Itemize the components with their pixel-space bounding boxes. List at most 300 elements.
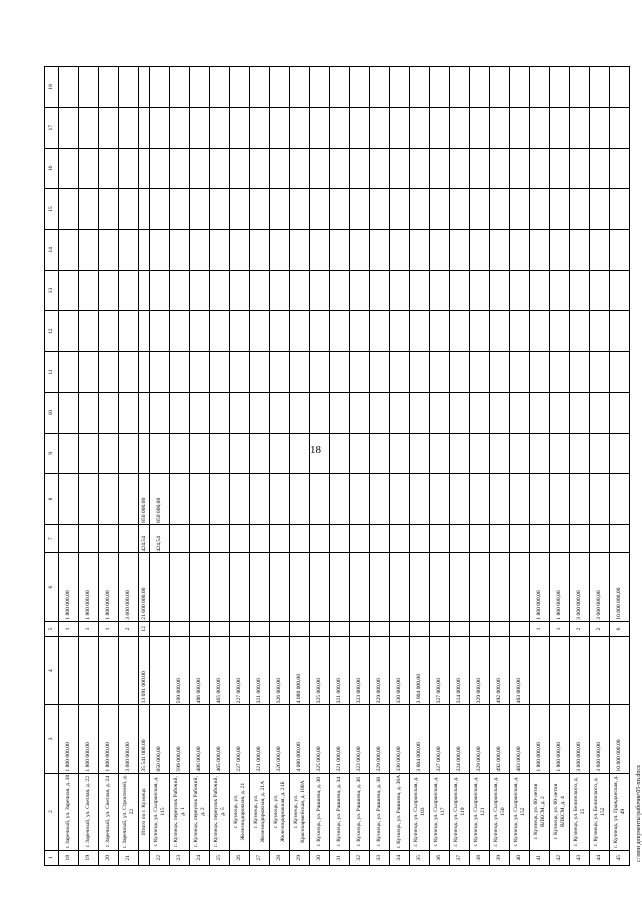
value-cell (610, 392, 630, 433)
value-cell: 2 (590, 621, 610, 636)
column-number-16: 16 (45, 148, 59, 189)
table-row (570, 67, 590, 866)
column-number-8: 8 (45, 474, 59, 525)
value-cell (99, 270, 119, 311)
value-cell (250, 433, 270, 474)
value-cell (550, 433, 570, 474)
value-cell (230, 474, 250, 525)
value-cell (610, 148, 630, 189)
value-cell (570, 524, 590, 553)
value-cell (610, 637, 630, 705)
value-cell (210, 270, 230, 311)
address-cell: г. Кузнецк, переулок Рабочий, д. 1 (170, 773, 190, 850)
value-cell (470, 392, 490, 433)
value-cell (570, 352, 590, 393)
value-cell (210, 352, 230, 393)
column-number-17: 17 (45, 107, 59, 148)
value-cell (190, 474, 210, 525)
value-cell: 3 600 000,00 (570, 553, 590, 621)
value-cell (510, 189, 530, 230)
value-cell (490, 524, 510, 553)
value-cell (99, 433, 119, 474)
table-row (530, 67, 550, 866)
value-cell (350, 148, 370, 189)
row-number: 20 (99, 850, 119, 865)
value-cell (230, 107, 250, 148)
value-cell (430, 474, 450, 525)
value-cell (570, 148, 590, 189)
address-cell: г. Кузнецк, ул. Рашиева, д. 36 (350, 773, 370, 850)
value-cell (190, 311, 210, 352)
value-cell (470, 107, 490, 148)
value-cell (470, 553, 490, 621)
value-cell (470, 524, 490, 553)
value-cell: 330 000,00 (390, 705, 410, 773)
value-cell: 321 000,00 (330, 637, 350, 705)
value-cell (270, 107, 290, 148)
value-cell (270, 433, 290, 474)
value-cell (510, 553, 530, 621)
value-cell (550, 229, 570, 270)
value-cell (570, 392, 590, 433)
row-number: 37 (450, 850, 470, 865)
value-cell (270, 311, 290, 352)
value-cell (99, 189, 119, 230)
column-number-1: 1 (45, 850, 59, 865)
value-cell (550, 270, 570, 311)
address-cell: г. Кузнецк, ул. Сызранская, д. 121 (470, 773, 490, 850)
value-cell (350, 352, 370, 393)
value-cell (570, 270, 590, 311)
value-cell (530, 107, 550, 148)
value-cell (550, 189, 570, 230)
value-cell (390, 148, 410, 189)
row-number: 30 (310, 850, 330, 865)
value-cell (550, 524, 570, 553)
value-cell (470, 148, 490, 189)
value-cell (510, 352, 530, 393)
value-cell (139, 392, 150, 433)
value-cell: 3 600 000,00 (590, 553, 610, 621)
value-cell (530, 311, 550, 352)
value-cell (170, 67, 190, 108)
row-number: 26 (230, 850, 250, 865)
value-cell (210, 107, 230, 148)
value-cell (190, 524, 210, 553)
address-cell: г. Кузнецк, переулок Рабочий, д. 5 (210, 773, 230, 850)
value-cell (59, 392, 79, 433)
value-cell: 329 000,00 (370, 637, 390, 705)
column-number-18: 18 (45, 67, 59, 108)
row-number: 33 (370, 850, 390, 865)
value-cell (350, 270, 370, 311)
value-cell (450, 107, 470, 148)
value-cell (510, 67, 530, 108)
value-cell (59, 189, 79, 230)
value-cell (550, 148, 570, 189)
value-cell (210, 621, 230, 636)
table-row (430, 67, 450, 866)
table-row (270, 67, 290, 866)
value-cell (210, 148, 230, 189)
value-cell (330, 524, 350, 553)
address-cell: г. Кузнецк, ул. 60-летия ВЛКСМ, д. 2 (530, 773, 550, 850)
value-cell: 321 000,00 (250, 705, 270, 773)
value-cell (450, 67, 470, 108)
table-row (290, 67, 310, 866)
value-cell (450, 474, 470, 525)
value-cell (190, 148, 210, 189)
value-cell (370, 433, 390, 474)
value-cell (490, 229, 510, 270)
value-cell (59, 474, 79, 525)
address-cell: г. Кузнецк, ул. 60-летия ВЛКСМ, д. 4 (550, 773, 570, 850)
table-row (330, 67, 350, 866)
value-cell: 1 (550, 621, 570, 636)
value-cell (330, 107, 350, 148)
value-cell (530, 474, 550, 525)
value-cell (150, 107, 170, 148)
value-cell (390, 229, 410, 270)
value-cell: 324 000,00 (450, 705, 470, 773)
value-cell (79, 67, 99, 108)
value-cell (490, 433, 510, 474)
value-cell (119, 352, 139, 393)
value-cell (310, 474, 330, 525)
value-cell (590, 524, 610, 553)
row-number (139, 850, 150, 865)
value-cell (79, 474, 99, 525)
value-cell: 850 000,00 (150, 705, 170, 773)
value-cell: 325 000,00 (310, 637, 330, 705)
value-cell (59, 311, 79, 352)
value-cell (59, 352, 79, 393)
value-cell (230, 270, 250, 311)
value-cell: 1 800 000,00 (550, 553, 570, 621)
value-cell (250, 524, 270, 553)
value-cell (390, 524, 410, 553)
value-cell (510, 229, 530, 270)
value-cell (470, 311, 490, 352)
value-cell (390, 311, 410, 352)
value-cell (190, 433, 210, 474)
row-number: 45 (610, 850, 630, 865)
value-cell (530, 524, 550, 553)
value-cell (530, 189, 550, 230)
value-cell: 492 000,00 (490, 705, 510, 773)
value-cell: 4 080 000,00 (290, 705, 310, 773)
address-cell: г. Заречный, ул. Светлая, д. 22 (79, 773, 99, 850)
value-cell: 323 000,00 (350, 637, 370, 705)
value-cell (570, 229, 590, 270)
row-number: 19 (79, 850, 99, 865)
value-cell (310, 189, 330, 230)
value-cell (290, 189, 310, 230)
table-row (230, 67, 250, 866)
value-cell (119, 392, 139, 433)
value-cell (139, 107, 150, 148)
value-cell (510, 524, 530, 553)
value-cell (230, 433, 250, 474)
value-cell (330, 270, 350, 311)
value-cell (290, 433, 310, 474)
value-cell (590, 67, 610, 108)
value-cell (470, 189, 490, 230)
value-cell (590, 311, 610, 352)
value-cell (390, 621, 410, 636)
value-cell (310, 392, 330, 433)
value-cell (170, 553, 190, 621)
value-cell (210, 433, 230, 474)
value-cell (530, 229, 550, 270)
table-row (490, 67, 510, 866)
value-cell (99, 352, 119, 393)
value-cell (330, 392, 350, 433)
value-cell (430, 107, 450, 148)
value-cell (210, 392, 230, 433)
value-cell (370, 229, 390, 270)
value-cell (530, 67, 550, 108)
value-cell (370, 392, 390, 433)
value-cell (330, 553, 350, 621)
value-cell (290, 67, 310, 108)
value-cell (139, 229, 150, 270)
value-cell (430, 553, 450, 621)
value-cell: 1 800 000,00 (79, 553, 99, 621)
value-cell (79, 524, 99, 553)
value-cell (250, 352, 270, 393)
value-cell (410, 311, 430, 352)
value-cell: 2 (570, 621, 590, 636)
value-cell (430, 621, 450, 636)
value-cell (330, 148, 350, 189)
value-cell (59, 270, 79, 311)
table-row (190, 67, 210, 866)
value-cell (290, 474, 310, 525)
value-cell (490, 270, 510, 311)
value-cell (310, 148, 330, 189)
value-cell (550, 637, 570, 705)
value-cell (79, 189, 99, 230)
value-cell (410, 67, 430, 108)
value-cell: 329 000,00 (470, 637, 490, 705)
value-cell (470, 474, 490, 525)
value-cell (430, 352, 450, 393)
value-cell (610, 107, 630, 148)
value-cell (190, 189, 210, 230)
value-cell: 3 600 000,00 (590, 705, 610, 773)
value-cell (590, 229, 610, 270)
value-cell (170, 621, 190, 636)
value-cell (270, 621, 290, 636)
value-cell: 1 800 000,00 (99, 705, 119, 773)
value-cell (590, 270, 610, 311)
value-cell (250, 189, 270, 230)
value-cell (250, 553, 270, 621)
value-cell (250, 392, 270, 433)
value-cell: 1 800 000,00 (530, 553, 550, 621)
column-number-6: 6 (45, 553, 59, 621)
value-cell (250, 311, 270, 352)
address-cell: г. Кузнецк, ул. Гражданская, д. 49 (610, 773, 630, 850)
value-cell (150, 637, 170, 705)
row-number: 44 (590, 850, 610, 865)
value-cell (450, 621, 470, 636)
value-cell (450, 189, 470, 230)
page-number: 18 (310, 444, 321, 456)
value-cell (490, 352, 510, 393)
value-cell (430, 524, 450, 553)
value-cell (490, 67, 510, 108)
value-cell (290, 148, 310, 189)
value-cell (190, 553, 210, 621)
value-cell (190, 107, 210, 148)
value-cell (119, 433, 139, 474)
value-cell (350, 392, 370, 433)
value-cell: 1 800 000,00 (79, 705, 99, 773)
address-cell: г. Кузнецк, ул. Сызранская, д. 119 (450, 773, 470, 850)
value-cell (390, 474, 410, 525)
value-cell (270, 553, 290, 621)
value-cell (270, 392, 290, 433)
value-cell (550, 107, 570, 148)
value-cell (170, 474, 190, 525)
value-cell (570, 474, 590, 525)
address-cell: г. Кузнецк, ул. Красноармейская, д. 108А (290, 773, 310, 850)
value-cell: 3 600 000,00 (570, 705, 590, 773)
value-cell (610, 474, 630, 525)
value-cell (470, 352, 490, 393)
address-cell: г. Заречный, ул. Строителей, д. 22 (119, 773, 139, 850)
value-cell (410, 189, 430, 230)
value-cell (410, 621, 430, 636)
value-cell (350, 311, 370, 352)
value-cell: 324 000,00 (450, 637, 470, 705)
value-cell: 1 800 000,00 (59, 705, 79, 773)
value-cell (490, 621, 510, 636)
value-cell: 486 000,00 (190, 705, 210, 773)
row-number: 35 (410, 850, 430, 865)
value-cell (530, 637, 550, 705)
value-cell (550, 311, 570, 352)
value-cell: 326 000,00 (270, 705, 290, 773)
value-cell (230, 311, 250, 352)
value-cell (590, 352, 610, 393)
value-cell (150, 229, 170, 270)
value-cell (99, 229, 119, 270)
value-cell (170, 392, 190, 433)
row-number: 43 (570, 850, 590, 865)
value-cell (530, 148, 550, 189)
row-number: 24 (190, 850, 210, 865)
value-cell (119, 524, 139, 553)
value-cell (490, 189, 510, 230)
value-cell (170, 229, 190, 270)
row-number: 27 (250, 850, 270, 865)
table-row (310, 67, 330, 866)
value-cell: 21 600 000,00 (139, 553, 150, 621)
value-cell (139, 311, 150, 352)
value-cell (430, 392, 450, 433)
value-cell (99, 67, 119, 108)
row-number: 23 (170, 850, 190, 865)
value-cell (390, 189, 410, 230)
value-cell (390, 67, 410, 108)
value-cell (79, 352, 99, 393)
value-cell (119, 189, 139, 230)
value-cell (450, 352, 470, 393)
value-cell (310, 352, 330, 393)
value-cell (450, 433, 470, 474)
row-number: 21 (119, 850, 139, 865)
value-cell (350, 229, 370, 270)
value-cell (59, 433, 79, 474)
value-cell (370, 621, 390, 636)
value-cell (610, 67, 630, 108)
value-cell (330, 229, 350, 270)
value-cell (450, 553, 470, 621)
value-cell (570, 67, 590, 108)
table-row (610, 67, 630, 866)
value-cell (270, 67, 290, 108)
value-cell (170, 148, 190, 189)
value-cell (570, 433, 590, 474)
value-cell (590, 392, 610, 433)
value-cell (150, 67, 170, 108)
column-number-10: 10 (45, 392, 59, 433)
value-cell (310, 270, 330, 311)
table-row (350, 67, 370, 866)
table-row (590, 67, 610, 866)
value-cell (270, 270, 290, 311)
value-cell: 329 000,00 (470, 705, 490, 773)
value-cell (59, 67, 79, 108)
value-cell (390, 107, 410, 148)
address-cell: г. Кузнецк, ул. Сызранская, д. 117 (430, 773, 450, 850)
value-cell (119, 637, 139, 705)
value-cell (550, 392, 570, 433)
row-number: 28 (270, 850, 290, 865)
value-cell (190, 352, 210, 393)
value-cell (390, 270, 410, 311)
value-cell: 465 000,00 (210, 705, 230, 773)
value-cell: 35 541 000,00 (139, 705, 150, 773)
value-cell (450, 524, 470, 553)
value-cell: 321 000,00 (250, 637, 270, 705)
row-number: 38 (470, 850, 490, 865)
value-cell (590, 474, 610, 525)
value-cell (370, 474, 390, 525)
value-cell (210, 311, 230, 352)
header-row (45, 67, 59, 866)
row-number: 22 (150, 850, 170, 865)
value-cell: 12 (139, 621, 150, 636)
value-cell: 2 (119, 621, 139, 636)
value-cell (430, 270, 450, 311)
value-cell (510, 433, 530, 474)
row-number: 25 (210, 850, 230, 865)
value-cell (99, 392, 119, 433)
value-cell (250, 229, 270, 270)
value-cell (310, 433, 330, 474)
row-number: 41 (530, 850, 550, 865)
value-cell (430, 433, 450, 474)
value-cell (99, 524, 119, 553)
value-cell (139, 148, 150, 189)
address-cell: г. Кузнецк, ул. Рашиева, д. 38 (370, 773, 390, 850)
value-cell (250, 270, 270, 311)
value-cell (230, 621, 250, 636)
